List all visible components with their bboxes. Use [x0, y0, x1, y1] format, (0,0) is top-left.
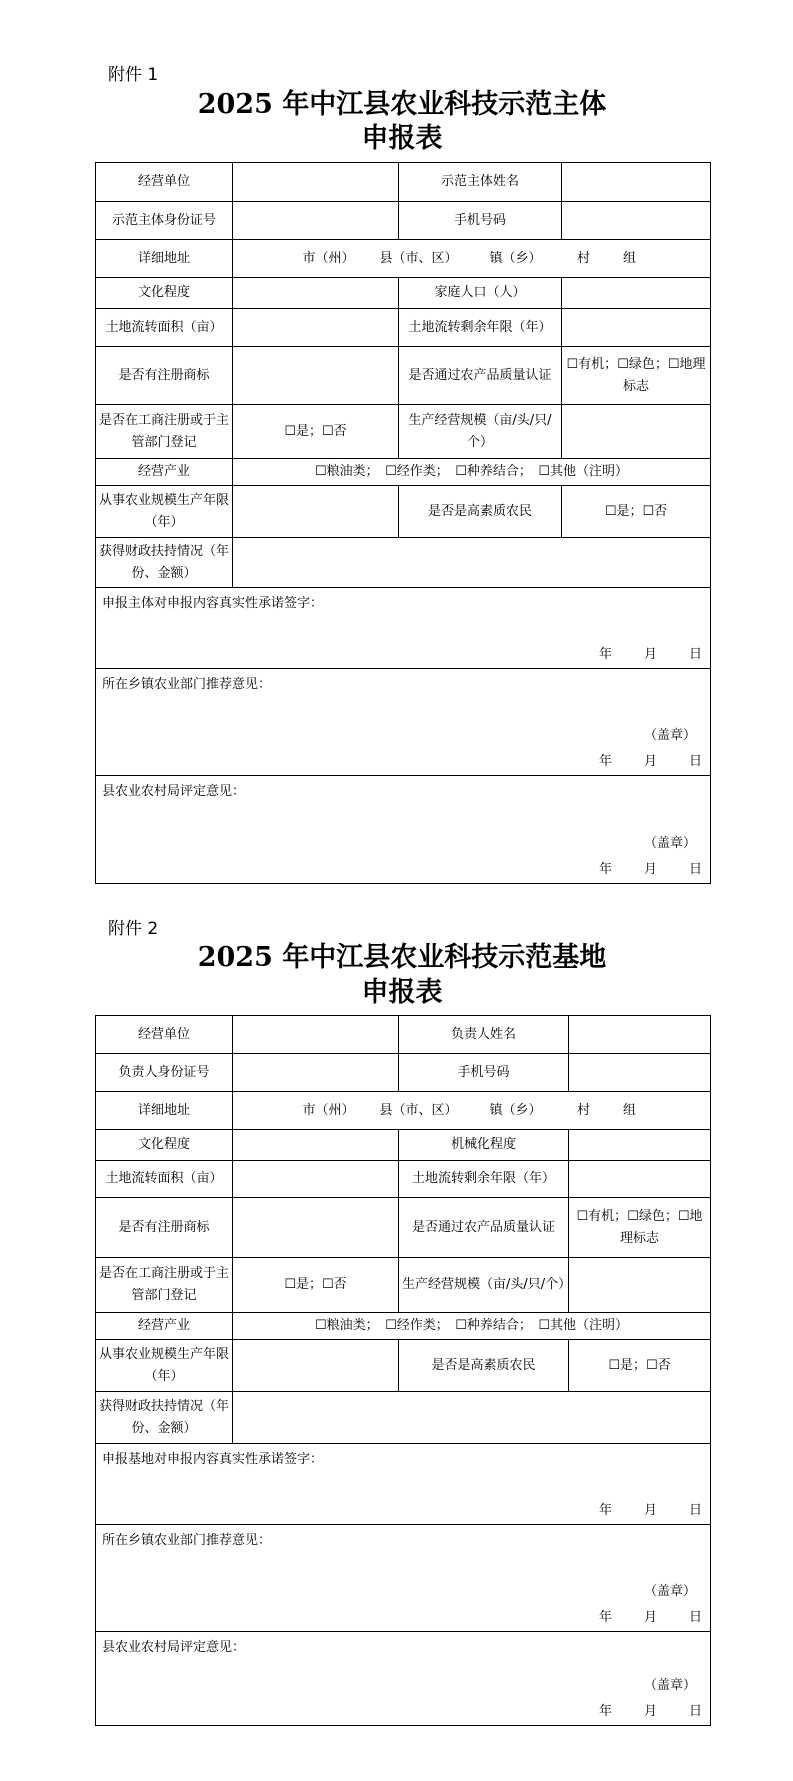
town-opinion-block[interactable] — [96, 1525, 711, 1632]
label-unit: 经营单位 — [96, 163, 233, 202]
address-county: 县（市、区） — [379, 250, 458, 266]
label-name: 负责人姓名 — [399, 1016, 569, 1054]
field-trademark[interactable] — [233, 347, 399, 405]
county-opinion-label: 县农业农村局评定意见： — [102, 784, 246, 799]
seal-mark: （盖章） — [643, 836, 696, 851]
field-household[interactable] — [562, 278, 711, 309]
field-id-number[interactable] — [233, 1054, 399, 1092]
field-phone[interactable] — [569, 1054, 711, 1092]
label-address: 详细地址 — [96, 240, 233, 278]
label-id-number: 负责人身份证号 — [96, 1054, 233, 1092]
address-group: 组 — [622, 250, 636, 266]
label-id-number: 示范主体身份证号 — [96, 202, 233, 240]
label-years: 从事农业规模生产年限（年） — [96, 1340, 233, 1392]
label-unit: 经营单位 — [96, 1016, 233, 1054]
address-group: 组 — [622, 1102, 636, 1118]
field-land-area[interactable] — [233, 309, 399, 347]
label-finance: 获得财政扶持情况（年份、金额） — [96, 538, 233, 588]
label-scale: 生产经营规模（亩/头/只/个） — [399, 405, 562, 459]
pledge-block[interactable] — [96, 1444, 711, 1525]
field-land-years[interactable] — [569, 1161, 711, 1198]
label-phone: 手机号码 — [399, 1054, 569, 1092]
county-opinion-block[interactable] — [96, 776, 711, 884]
field-education[interactable] — [233, 278, 399, 309]
address-city: 市（州） — [302, 250, 355, 266]
application-form-2 — [95, 1015, 711, 1726]
town-opinion-label: 所在乡镇农业部门推荐意见： — [102, 1533, 272, 1548]
label-industry: 经营产业 — [96, 459, 233, 486]
label-registration: 是否在工商注册或于主管部门登记 — [96, 405, 233, 459]
label-education: 文化程度 — [96, 278, 233, 309]
field-years[interactable] — [233, 486, 399, 538]
field-address[interactable] — [233, 240, 711, 278]
label-mechanization: 机械化程度 — [399, 1130, 569, 1161]
field-unit[interactable] — [233, 1016, 399, 1054]
label-industry: 经营产业 — [96, 1313, 233, 1340]
date-line: 年 月 日 — [598, 862, 702, 877]
label-high-quality-farmer: 是否是高素质农民 — [399, 1340, 569, 1392]
high-quality-farmer-options[interactable]: ☐是；☐否 — [562, 486, 711, 538]
label-registration: 是否在工商注册或于主管部门登记 — [96, 1258, 233, 1313]
label-land-years: 土地流转剩余年限（年） — [399, 1161, 569, 1198]
field-scale[interactable] — [562, 405, 711, 459]
label-high-quality-farmer: 是否是高素质农民 — [399, 486, 562, 538]
label-trademark: 是否有注册商标 — [96, 347, 233, 405]
label-years: 从事农业规模生产年限（年） — [96, 486, 233, 538]
date-line: 年 月 日 — [598, 1503, 702, 1518]
seal-mark: （盖章） — [643, 1678, 696, 1693]
field-finance[interactable] — [233, 538, 711, 588]
registration-options[interactable]: ☐是；☐否 — [233, 1258, 399, 1313]
certification-options[interactable]: ☐有机；☐绿色；☐地理标志 — [569, 1198, 711, 1258]
form-subtitle: 申报表 — [361, 977, 443, 1008]
town-opinion-block[interactable] — [96, 669, 711, 776]
county-opinion-block[interactable] — [96, 1632, 711, 1726]
field-name[interactable] — [569, 1016, 711, 1054]
field-name[interactable] — [562, 163, 711, 202]
label-household: 家庭人口（人） — [399, 278, 562, 309]
industry-options[interactable]: ☐粮油类； ☐经作类； ☐种养结合； ☐其他（注明） — [233, 459, 711, 486]
field-id-number[interactable] — [233, 202, 399, 240]
label-land-years: 土地流转剩余年限（年） — [399, 309, 562, 347]
label-certification: 是否通过农产品质量认证 — [399, 1198, 569, 1258]
field-land-years[interactable] — [562, 309, 711, 347]
address-town: 镇（乡） — [489, 250, 542, 266]
date-line: 年 月 日 — [598, 754, 702, 769]
field-unit[interactable] — [233, 163, 399, 202]
seal-mark: （盖章） — [643, 728, 696, 743]
field-education[interactable] — [233, 1130, 399, 1161]
field-years[interactable] — [233, 1340, 399, 1392]
form-title: 2025 年中江县农业科技示范主体 — [197, 89, 607, 120]
pledge-label: 申报基地对申报内容真实性承诺签字： — [102, 1452, 324, 1467]
pledge-label: 申报主体对申报内容真实性承诺签字： — [102, 596, 324, 611]
label-education: 文化程度 — [96, 1130, 233, 1161]
field-address[interactable] — [233, 1092, 711, 1130]
label-certification: 是否通过农产品质量认证 — [399, 347, 562, 405]
county-opinion-label: 县农业农村局评定意见： — [102, 1640, 246, 1655]
registration-options[interactable]: ☐是；☐否 — [233, 405, 399, 459]
form-title: 2025 年中江县农业科技示范基地 — [197, 942, 607, 973]
town-opinion-label: 所在乡镇农业部门推荐意见： — [102, 677, 272, 692]
application-form-1 — [95, 162, 711, 884]
address-village: 村 — [576, 250, 590, 266]
high-quality-farmer-options[interactable]: ☐是；☐否 — [569, 1340, 711, 1392]
label-name: 示范主体姓名 — [399, 163, 562, 202]
certification-options[interactable]: ☐有机；☐绿色；☐地理标志 — [562, 347, 711, 405]
address-city: 市（州） — [302, 1102, 355, 1118]
date-line: 年 月 日 — [598, 647, 702, 662]
address-village: 村 — [576, 1102, 590, 1118]
date-line: 年 月 日 — [598, 1610, 702, 1625]
label-address: 详细地址 — [96, 1092, 233, 1130]
field-trademark[interactable] — [233, 1198, 399, 1258]
date-line: 年 月 日 — [598, 1704, 702, 1719]
field-finance[interactable] — [233, 1392, 711, 1444]
attachment-label: 附件 2 — [108, 919, 159, 939]
label-land-area: 土地流转面积（亩） — [96, 1161, 233, 1198]
label-phone: 手机号码 — [399, 202, 562, 240]
seal-mark: （盖章） — [643, 1584, 696, 1599]
field-mechanization[interactable] — [569, 1130, 711, 1161]
label-finance: 获得财政扶持情况（年份、金额） — [96, 1392, 233, 1444]
industry-options[interactable]: ☐粮油类； ☐经作类； ☐种养结合； ☐其他（注明） — [233, 1313, 711, 1340]
label-land-area: 土地流转面积（亩） — [96, 309, 233, 347]
label-scale: 生产经营规模（亩/头/只/个） — [399, 1258, 569, 1313]
address-town: 镇（乡） — [489, 1102, 542, 1118]
field-phone[interactable] — [562, 202, 711, 240]
attachment-label: 附件 1 — [108, 65, 159, 85]
label-trademark: 是否有注册商标 — [96, 1198, 233, 1258]
field-land-area[interactable] — [233, 1161, 399, 1198]
form-subtitle: 申报表 — [361, 123, 443, 154]
field-scale[interactable] — [569, 1258, 711, 1313]
pledge-block[interactable] — [96, 588, 711, 669]
address-county: 县（市、区） — [379, 1102, 458, 1118]
